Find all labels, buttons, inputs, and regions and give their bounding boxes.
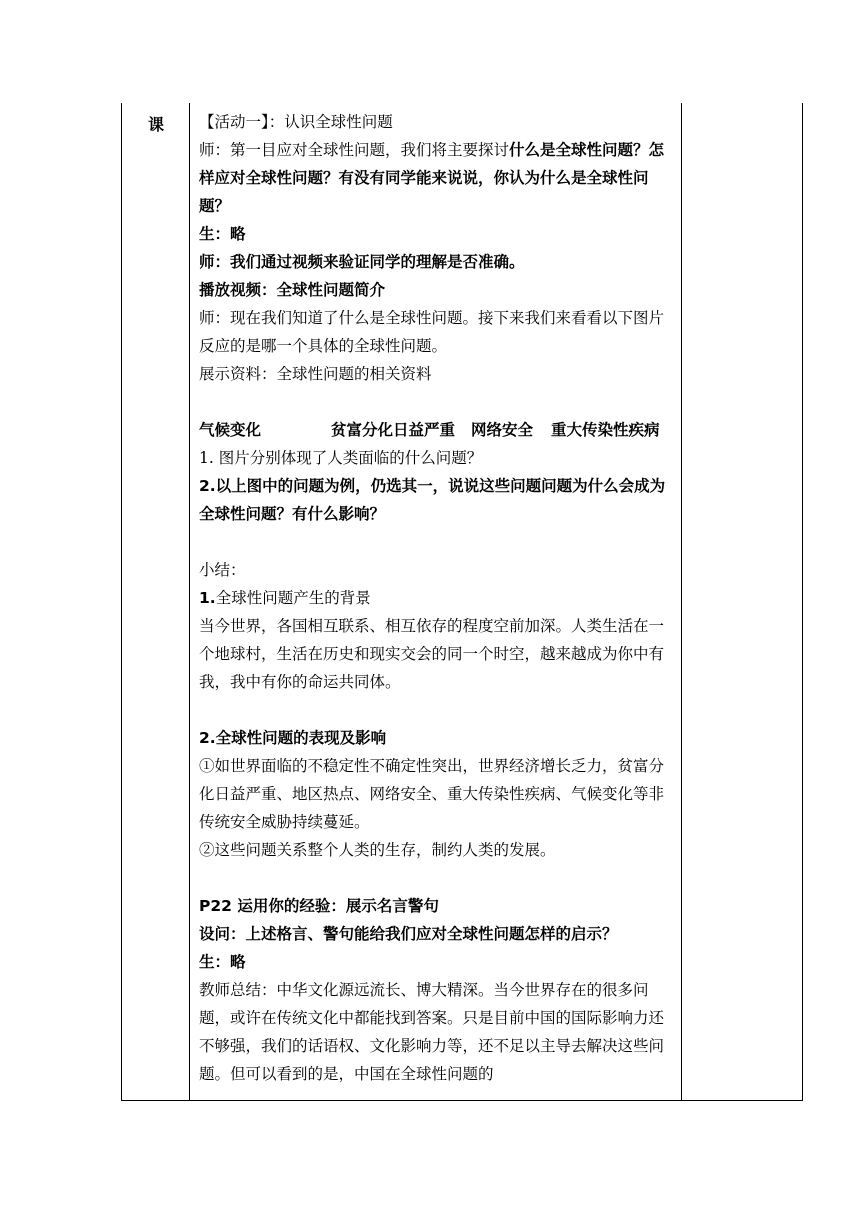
- image-label-wealth-gap: 贫富分化日益严重: [331, 421, 456, 439]
- teacher-intro-bold: 什么是全球性问题？怎样应对全球性问题？有没有同学能来说说，你认为什么是全球性问题？: [199, 141, 665, 215]
- teacher-images-line: 师：现在我们知道了什么是全球性问题。接下来我们来看看以下图片反应的是哪一个具体的全球性问题。: [199, 309, 665, 355]
- p22-heading: P22 运用你的经验：展示名言警句: [199, 897, 439, 915]
- teacher-intro-plain: 师：第一目应对全球性问题，我们将主要探讨: [199, 141, 510, 159]
- question-1: 1. 图片分别体现了人类面临的什么问题？: [199, 449, 483, 467]
- point-1-title: 全球性问题产生的背景: [215, 589, 371, 607]
- activity-title: 【活动一】：认识全球性问题: [199, 113, 393, 131]
- question-2: 2.以上图中的问题为例，仍选其一，说说这些问题问题为什么会成为全球性问题？有什么影响？: [199, 477, 666, 523]
- blank-line: [199, 696, 677, 724]
- point-1-text: 当今世界，各国相互联系、相互依存的程度空前加深。人类生活在一个地球村，生活在历史和现实交会的同一个时空，越来越成为你中有我，我中有你的命运共同体。: [199, 617, 665, 691]
- play-video-line: 播放视频：全球性问题简介: [199, 281, 386, 299]
- image-label-epidemic: 重大传染性疾病: [551, 421, 660, 439]
- point-1-heading: [199, 584, 677, 612]
- teacher-summary: 教师总结：中华文化源远流长、博大精深。当今世界存在的很多问题，或许在传统文化中都能找到答案。只是目前中国的国际影响力还不够强，我们的话语权、文化影响力等，还不足以主导去解决这些问题。但可以看到的是，中国在全球性问题的: [199, 981, 665, 1083]
- table-border-bottom: [121, 1100, 803, 1101]
- blank-line: [199, 388, 677, 416]
- student-reply-2: 生：略: [199, 953, 246, 971]
- blank-line: [199, 864, 677, 892]
- point-1-number: 1.: [199, 589, 216, 607]
- student-reply-1: 生：略: [199, 225, 246, 243]
- image-label-cybersecurity: 网络安全: [471, 421, 534, 439]
- summary-label: 小结：: [199, 561, 246, 579]
- section-label: 课: [148, 115, 165, 134]
- lesson-content: [199, 108, 677, 1100]
- table-divider-2: [681, 103, 682, 1101]
- teacher-intro: [199, 136, 677, 220]
- teacher-video-line: 师：我们通过视频来验证同学的理解是否准确。: [199, 253, 525, 271]
- table-divider-1: [189, 103, 190, 1101]
- point-2-heading: 2.全球性问题的表现及影响: [199, 729, 387, 747]
- point-2-item-1: ①如世界面临的不稳定性不确定性突出，世界经济增长乏力，贫富分化日益严重、地区热点、网络安全、重大传染性疾病、气候变化等非传统安全威胁持续蔓延。: [199, 757, 665, 831]
- show-materials-line: 展示资料：全球性问题的相关资料: [199, 365, 432, 383]
- blank-line: [199, 528, 677, 556]
- table-border-right: [802, 103, 803, 1101]
- image-labels-row: [199, 416, 677, 444]
- point-2-item-2: ②这些问题关系整个人类的生存，制约人类的发展。: [199, 841, 556, 859]
- table-border-left: [121, 103, 122, 1101]
- image-label-climate: 气候变化: [199, 421, 262, 439]
- question-3: 设问：上述格言、警句能给我们应对全球性问题怎样的启示？: [199, 925, 618, 943]
